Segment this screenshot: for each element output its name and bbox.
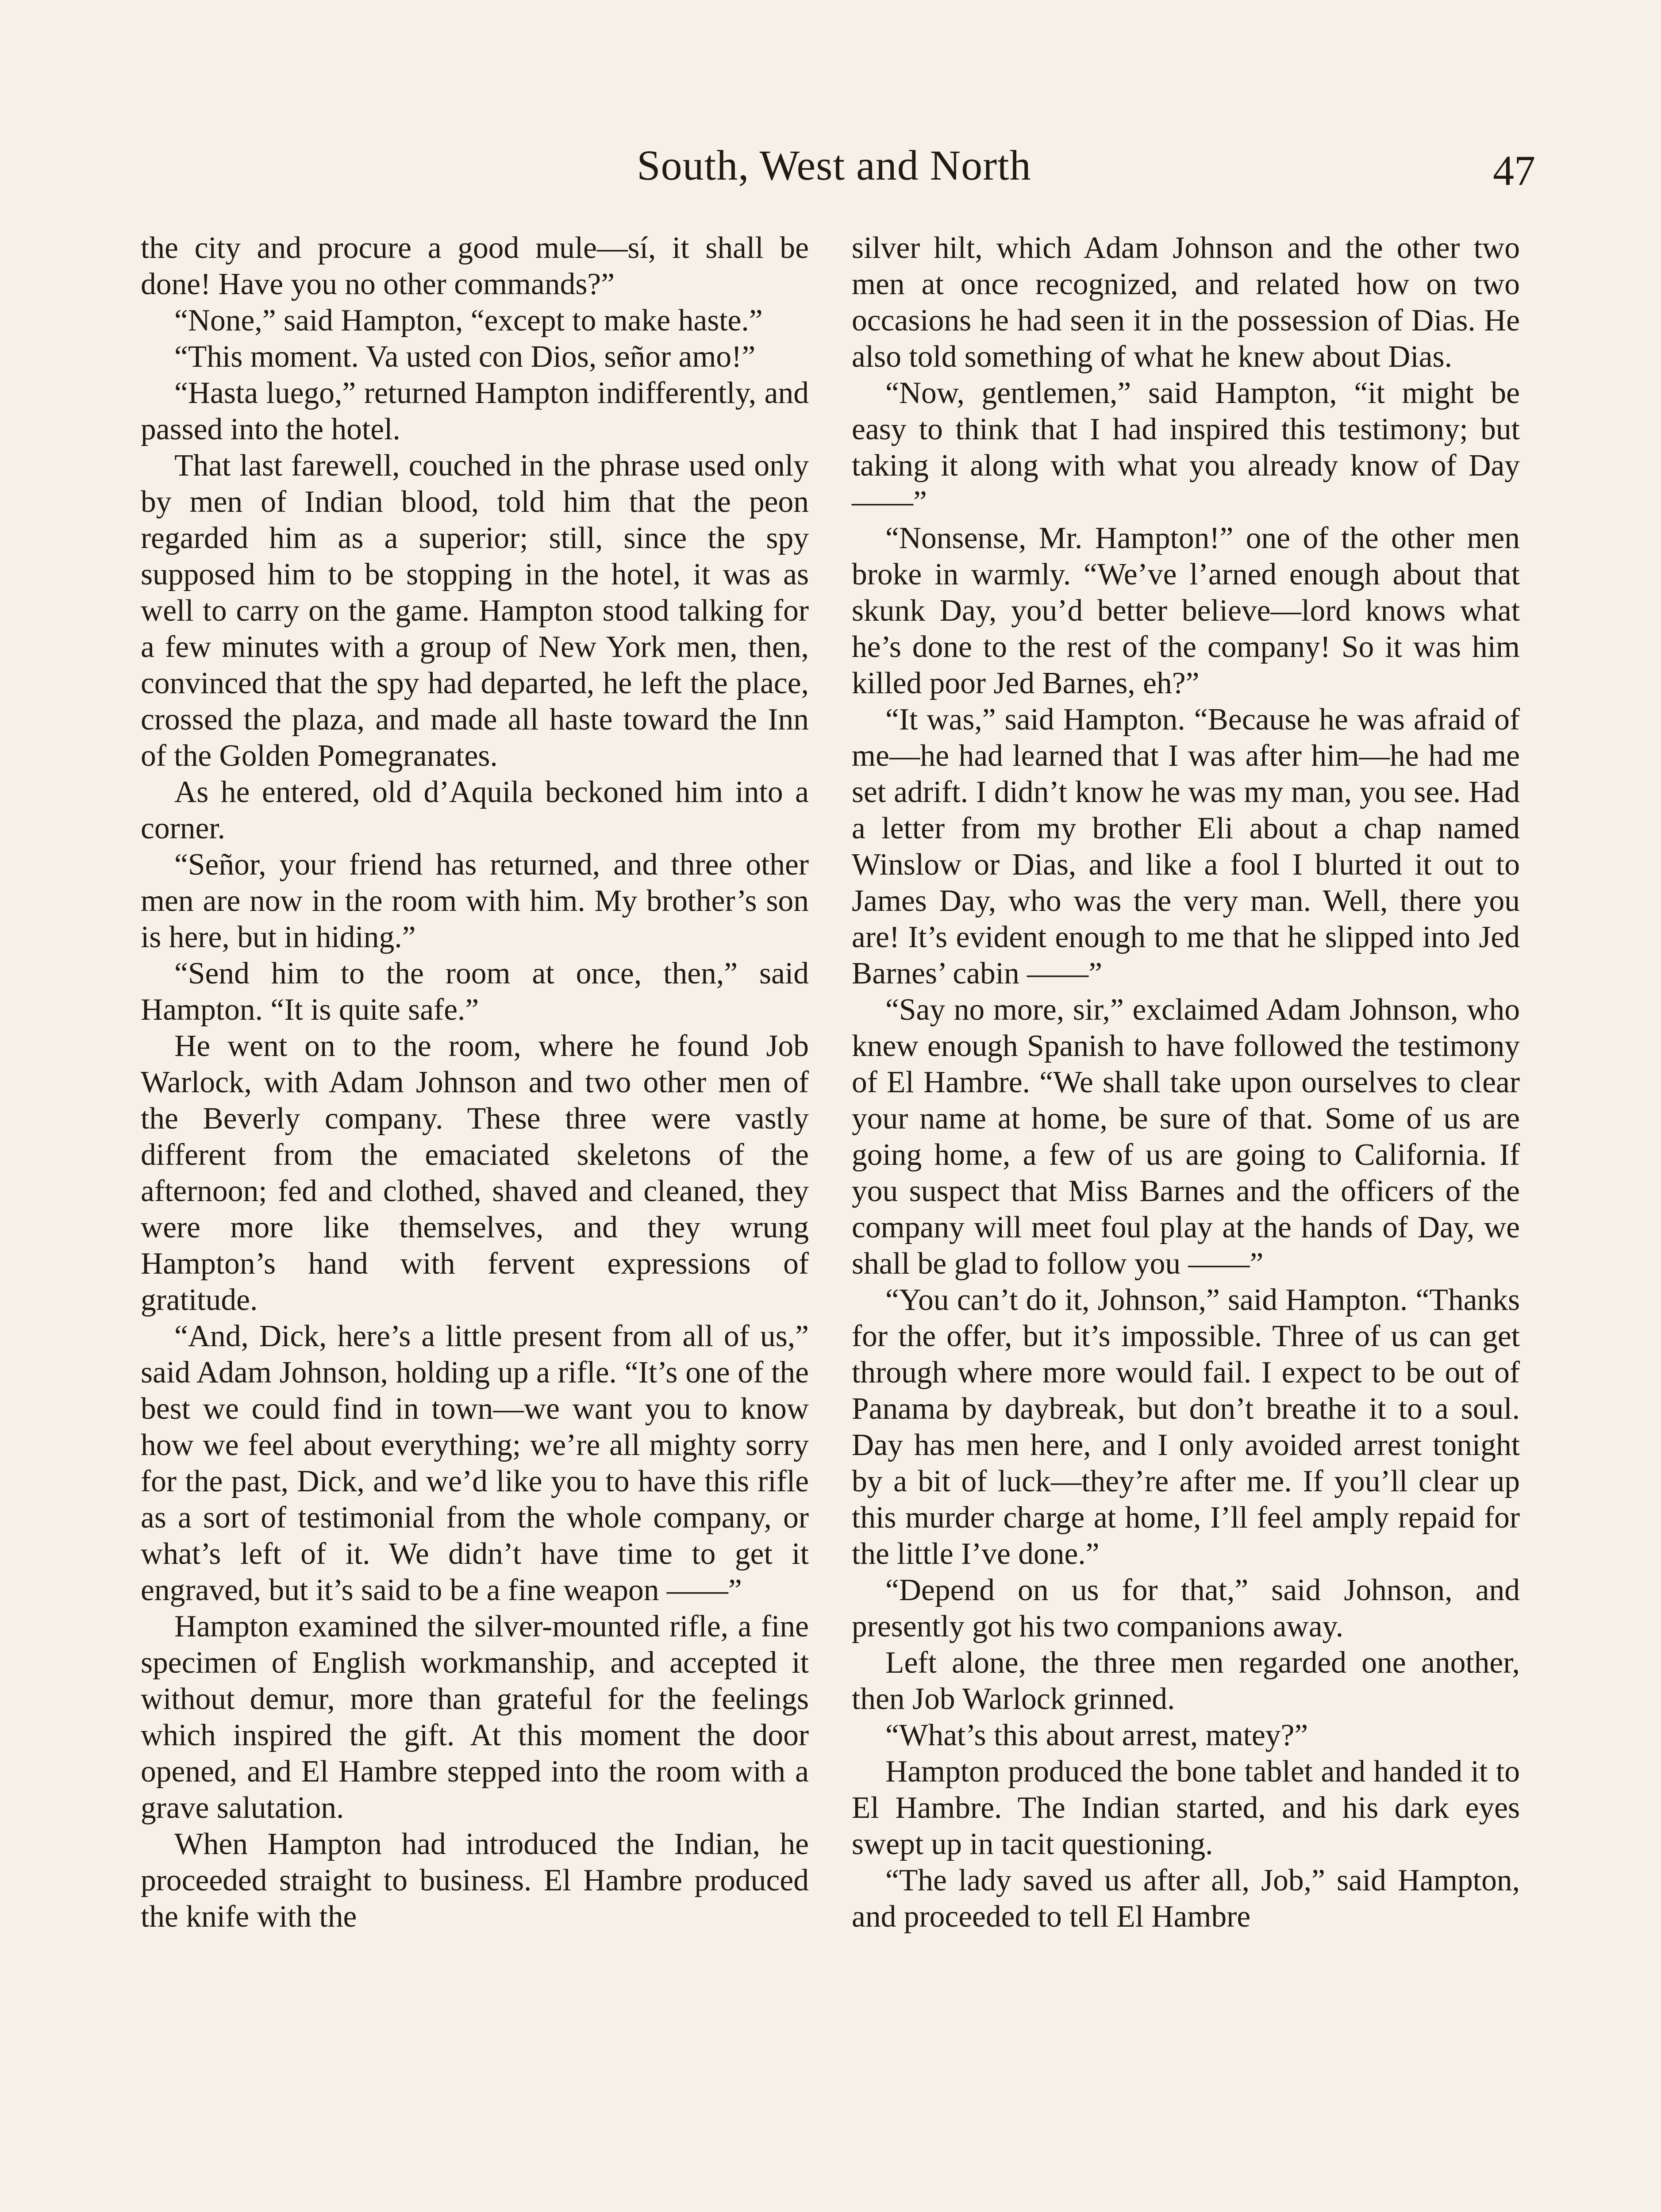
paragraph: “Hasta luego,” returned Hampton indifferently, and passed into the hotel.: [141, 376, 809, 446]
paragraph: Hampton produced the bone tablet and handed it to El Hambre. The Indian started, and his dark eyes swept up in tacit questioning.: [852, 1755, 1520, 1861]
paragraph: “The lady saved us after all, Job,” said Hampton, and proceeded to tell El Hambre: [852, 1863, 1520, 1934]
right-column: [852, 230, 1520, 1935]
paragraph: “Depend on us for that,” said Johnson, and presently got his two companions away.: [852, 1573, 1520, 1644]
paragraph: That last farewell, couched in the phrase used only by men of Indian blood, told him that the peon regarded him as a superior; still, since the spy supposed him to be stopping in the hotel, it was as well to carry on the game. Hampton stood talking for a few minutes with a group of New York men, then, convinced that the spy had departed, he left the place, crossed the plaza, and made all haste toward the Inn of the Golden Pomegranates.: [141, 449, 809, 773]
paragraph: He went on to the room, where he found Job Warlock, with Adam Johnson and two other men of the Beverly company. These three were vastly different from the emaciated skeletons of the afternoon; fed and clothed, shaved and cleaned, they were more like themselves, and they wrung Hampton’s hand with fervent expressions of gratitude.: [141, 1029, 809, 1317]
paragraph: “Nonsense, Mr. Hampton!” one of the other men broke in warmly. “We’ve l’arned enough about that skunk Day, you’d better believe—lord knows what he’s done to the rest of the company! So it was him killed poor Jed Barnes, eh?”: [852, 521, 1520, 700]
paragraph: “What’s this about arrest, matey?”: [885, 1718, 1308, 1752]
paragraph: “Now, gentlemen,” said Hampton, “it might be easy to think that I had inspired this testimony; but taking it along with what you already know of Day ——”: [852, 376, 1520, 519]
paragraph: “You can’t do it, Johnson,” said Hampton. “Thanks for the offer, but it’s impossible. Three of us can get through where more would fail. I expect to be out of Panama by daybreak, but don’t breathe it to a soul. Day has men here, and I only avoided arrest tonight by a bit of luck—they’re after me. If you’ll clear up this murder charge at home, I’ll feel amply repaid for the little I’ve done.”: [852, 1283, 1520, 1571]
running-head: South, West and North: [637, 142, 1031, 189]
paragraph: “It was,” said Hampton. “Because he was afraid of me—he had learned that I was after him—he had me set adrift. I didn’t know he was my man, you see. Had a letter from my brother Eli about a chap named Winslow or Dias, and like a fool I blurted it out to James Day, who was the very man. Well, there you are! It’s evident enough to me that he slipped into Jed Barnes’ cabin ——”: [852, 703, 1520, 991]
paragraph: “Send him to the room at once, then,” said Hampton. “It is quite safe.”: [141, 956, 809, 1027]
paragraph: “Say no more, sir,” exclaimed Adam Johnson, who knew enough Spanish to have followed the testimony of El Hambre. “We shall take upon ourselves to clear your name at home, be sure of that. Some of us are going home, a few of us are going to California. If you suspect that Miss Barnes and the officers of the company will meet foul play at the hands of Day, we shall be glad to follow you ——”: [852, 993, 1520, 1281]
paragraph: Left alone, the three men regarded one another, then Job Warlock grinned.: [852, 1646, 1520, 1716]
paragraph: the city and procure a good mule—sí, it shall be done! Have you no other commands?”: [141, 231, 809, 301]
paragraph: Hampton examined the silver-mounted rifle, a fine specimen of English workmanship, and accepted it without demur, more than grateful for the feelings which inspired the gift. At this moment the door opened, and El Hambre stepped into the room with a grave salutation.: [141, 1609, 809, 1825]
paragraph: “This moment. Va usted con Dios, señor amo!”: [174, 340, 756, 374]
page-number: 47: [1493, 147, 1535, 194]
paragraph: silver hilt, which Adam Johnson and the other two men at once recognized, and related how on two occasions he had seen it in the possession of Dias. He also told something of what he knew about Dias.: [852, 231, 1520, 374]
paragraph: When Hampton had introduced the Indian, he proceeded straight to business. El Hambre produced the knife with the: [141, 1827, 809, 1934]
page-header: [133, 141, 1535, 203]
paragraph: “And, Dick, here’s a little present from all of us,” said Adam Johnson, holding up a rifle. “It’s one of the best we could find in town—we want you to know how we feel about everything; we’re all mighty sorry for the past, Dick, and we’d like you to have this rifle as a sort of testimonial from the whole company, or what’s left of it. We didn’t have time to get it engraved, but it’s said to be a fine weapon ——”: [141, 1319, 809, 1607]
paragraph: “Señor, your friend has returned, and three other men are now in the room with him. My brother’s son is here, but in hiding.”: [141, 848, 809, 954]
paragraph: As he entered, old d’Aquila beckoned him into a corner.: [141, 775, 809, 845]
paragraph: “None,” said Hampton, “except to make haste.”: [174, 303, 763, 338]
left-column: [141, 230, 809, 1935]
